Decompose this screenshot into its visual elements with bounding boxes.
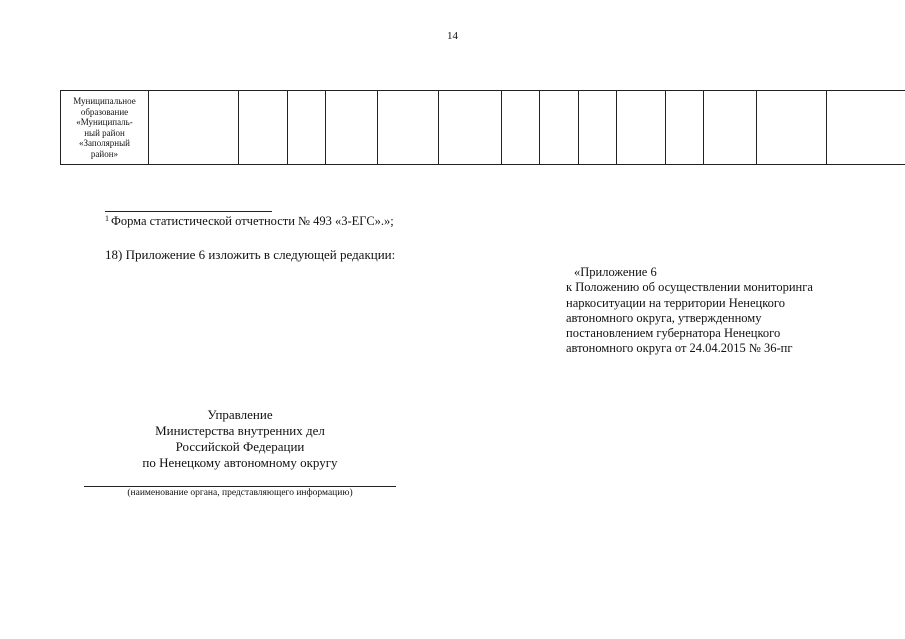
authority-line: по Ненецкому автономному округу — [142, 455, 338, 470]
row-header-line: Муниципальное — [73, 96, 136, 106]
annex-line: наркоситуации на территории Ненецкого — [566, 295, 785, 310]
authority-line: Управление — [207, 407, 273, 422]
row-header-line: «Заполярный — [79, 138, 130, 148]
empty-cell — [439, 91, 502, 165]
table-row — [61, 91, 905, 165]
empty-cell — [502, 91, 540, 165]
annex-line: автономного округа от 24.04.2015 № 36-пг — [566, 341, 793, 356]
annex-line: «Приложение 6 — [574, 265, 657, 279]
footnote-separator — [105, 211, 272, 212]
annex-header — [566, 265, 813, 357]
authority-line: Министерства внутренних дел — [155, 423, 325, 438]
authority-name — [84, 407, 396, 471]
empty-cell — [827, 91, 905, 165]
row-header-line: «Муниципаль- — [76, 117, 133, 127]
authority-caption: (наименование органа, представляющего информацию) — [127, 488, 353, 498]
annex-line: автономного округа, утвержденному — [566, 310, 762, 325]
empty-cell — [757, 91, 827, 165]
empty-cell — [378, 91, 439, 165]
annex-line: к Положению об осуществлении мониторинга — [566, 280, 813, 295]
authority-line: Российской Федерации — [175, 439, 305, 454]
annex-line: постановлением губернатора Ненецкого — [566, 326, 781, 341]
footnote-text: Форма статистической отчетности № 493 «3-ЕГС».»; — [111, 214, 394, 228]
page-number: 14 — [447, 30, 458, 42]
empty-cell — [239, 91, 288, 165]
item-18-text: 18) Приложение 6 изложить в следующей редакции: — [105, 247, 396, 262]
statistics-table — [60, 90, 905, 165]
row-header-municipality — [61, 91, 149, 165]
empty-cell — [704, 91, 757, 165]
empty-cell — [149, 91, 239, 165]
empty-cell — [288, 91, 326, 165]
empty-cell — [540, 91, 579, 165]
empty-cell — [326, 91, 378, 165]
empty-cell — [579, 91, 617, 165]
authority-underline — [84, 486, 396, 487]
empty-cell — [617, 91, 666, 165]
row-header-line: образование — [80, 106, 129, 117]
row-header-line: район» — [90, 148, 119, 159]
row-header-line: ный район — [84, 127, 125, 138]
footnote-mark: 1 — [105, 214, 109, 223]
empty-cell — [666, 91, 704, 165]
footnote — [105, 214, 394, 229]
